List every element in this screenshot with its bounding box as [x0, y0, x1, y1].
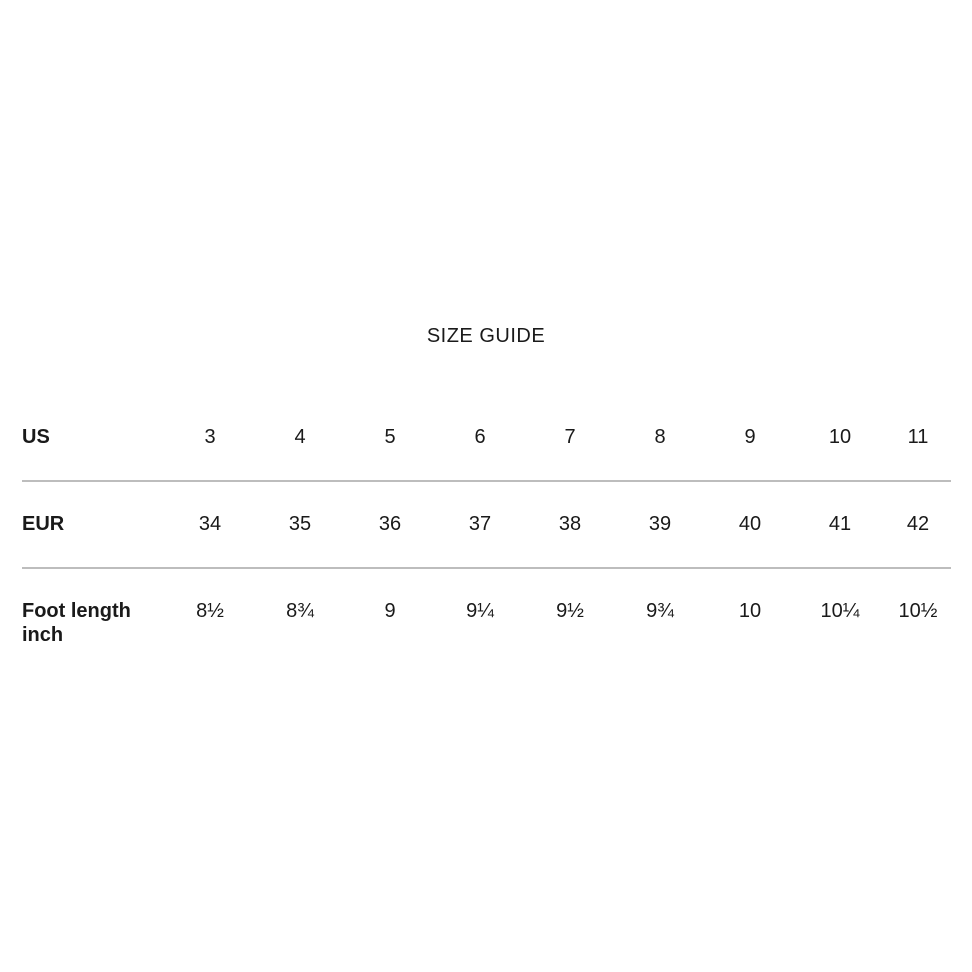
size-cell: 10¼	[820, 600, 860, 622]
size-cell: 9	[384, 600, 396, 622]
size-cell: 5	[345, 395, 435, 481]
size-cell: 6	[435, 395, 525, 481]
size-cell: 41	[795, 481, 885, 568]
size-guide-table	[22, 395, 951, 678]
table-row-foot-length	[22, 568, 951, 678]
size-cell: 37	[435, 481, 525, 568]
size-cell: 34	[165, 481, 255, 568]
size-cell: 8½	[196, 600, 224, 622]
size-cell: 10	[795, 395, 885, 481]
size-cell: 8	[615, 395, 705, 481]
size-cell: 8¾	[286, 600, 314, 622]
size-cell: 10½	[898, 600, 938, 622]
size-guide-title: SIZE GUIDE	[426, 325, 546, 347]
table-row-us	[22, 395, 951, 481]
size-cell: 3	[165, 395, 255, 481]
size-cell: 7	[525, 395, 615, 481]
size-cell: 38	[525, 481, 615, 568]
size-cell: 11	[885, 395, 951, 481]
size-cell: 9¾	[646, 600, 674, 622]
size-cell: 35	[255, 481, 345, 568]
size-cell: 9	[705, 395, 795, 481]
size-cell: 9½	[556, 600, 584, 622]
size-cell: 4	[255, 395, 345, 481]
size-cell: 39	[615, 481, 705, 568]
table-row-eur	[22, 481, 951, 568]
row-label-us: US	[22, 395, 165, 481]
size-cell: 9¼	[466, 600, 494, 622]
size-cell: 42	[885, 481, 951, 568]
row-label-eur: EUR	[22, 481, 165, 568]
size-cell: 36	[345, 481, 435, 568]
size-cell: 10	[738, 600, 762, 622]
size-cell: 40	[705, 481, 795, 568]
row-label-foot-length: Foot length inch	[22, 600, 131, 646]
